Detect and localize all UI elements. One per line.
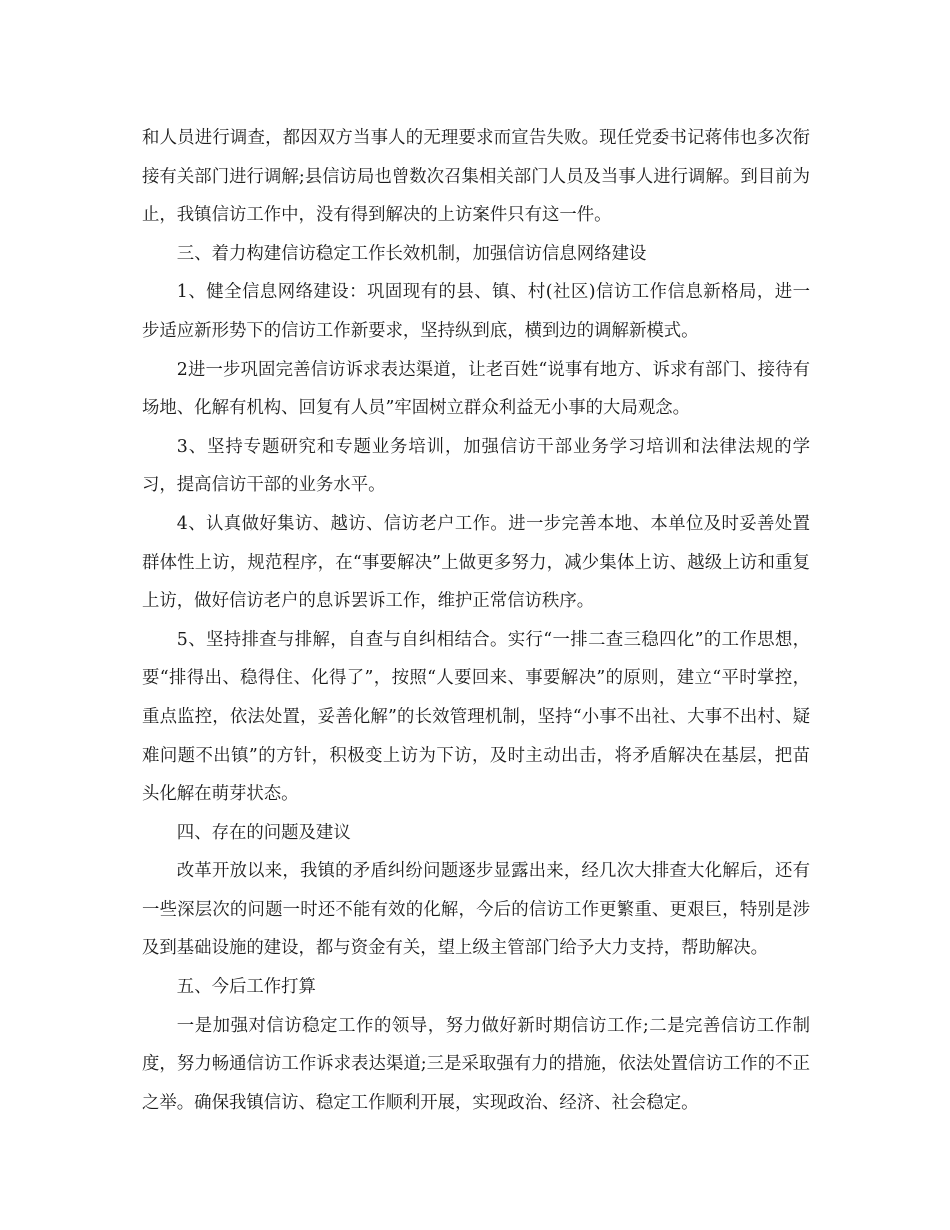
- paragraph-plans: 一是加强对信访稳定工作的领导，努力做好新时期信访工作;二是完善信访工作制度，努力畅通信访工作诉求表达渠道;三是采取强有力的措施，依法处置信访工作的不正之举。确保我镇信访、稳定工作顺利开展，实现政治、经济、社会稳定。: [142, 1015, 810, 1113]
- paragraph-problems: 改革开放以来，我镇的矛盾纠纷问题逐步显露出来，经几次大排查大化解后，还有一些深层次的问题一时还不能有效的化解，今后的信访工作更繁重、更艰巨，特别是涉及到基础设施的建设，都与资金有关，望上级主管部门给予大力支持，帮助解决。: [142, 861, 810, 959]
- list-item-3: 3、坚持专题研究和专题业务培训，加强信访干部业务学习培训和法律法规的学习，提高信访干部的业务水平。: [142, 436, 810, 496]
- section-heading-plans: 五、今后工作打算: [176, 977, 316, 998]
- list-item-1: 1、健全信息网络建设：巩固现有的县、镇、村(社区)信访工作信息新格局，进一步适应新形势下的信访工作新要求，坚持纵到底，横到边的调解新模式。: [142, 282, 810, 341]
- section-heading-mechanism: 三、着力构建信访稳定工作长效机制，加强信访信息网络建设: [176, 243, 647, 264]
- list-item-5: 5、坚持排查与排解，自查与自纠相结合。实行“一排二查三稳四化”的工作思想，要“排得出、稳得住、化得了”，按照“人要回来、事要解决”的原则，建立“平时掌控，重点监控，依法处置，妥善化解”的长效管理机制，坚持“小事不出社、大事不出村、疑难问题不出镇”的方针，积极变上访为下访，及时主动出击，将矛盾解决在基层，把苗头化解在萌芽状态。: [142, 629, 810, 805]
- list-item-2: 2进一步巩固完善信访诉求表达渠道，让老百姓“说事有地方、诉求有部门、接待有场地、化解有机构、回复有人员”牢固树立群众利益无小事的大局观念。: [142, 359, 810, 419]
- list-item-4: 4、认真做好集访、越访、信访老户工作。进一步完善本地、本单位及时妥善处置群体性上访，规范程序，在“事要解决”上做更多努力，减少集体上访、越级上访和重复上访，做好信访老户的息诉罢诉工作，维护正常信访秩序。: [142, 513, 810, 612]
- paragraph-continuation: 和人员进行调查，都因双方当事人的无理要求而宣告失败。现任党委书记蒋伟也多次衔接有关部门进行调解;县信访局也曾数次召集相关部门人员及当事人进行调解。到目前为止，我镇信访工作中，没有得到解决的上访案件只有这一件。: [142, 128, 810, 226]
- section-heading-problems: 四、存在的问题及建议: [176, 822, 351, 843]
